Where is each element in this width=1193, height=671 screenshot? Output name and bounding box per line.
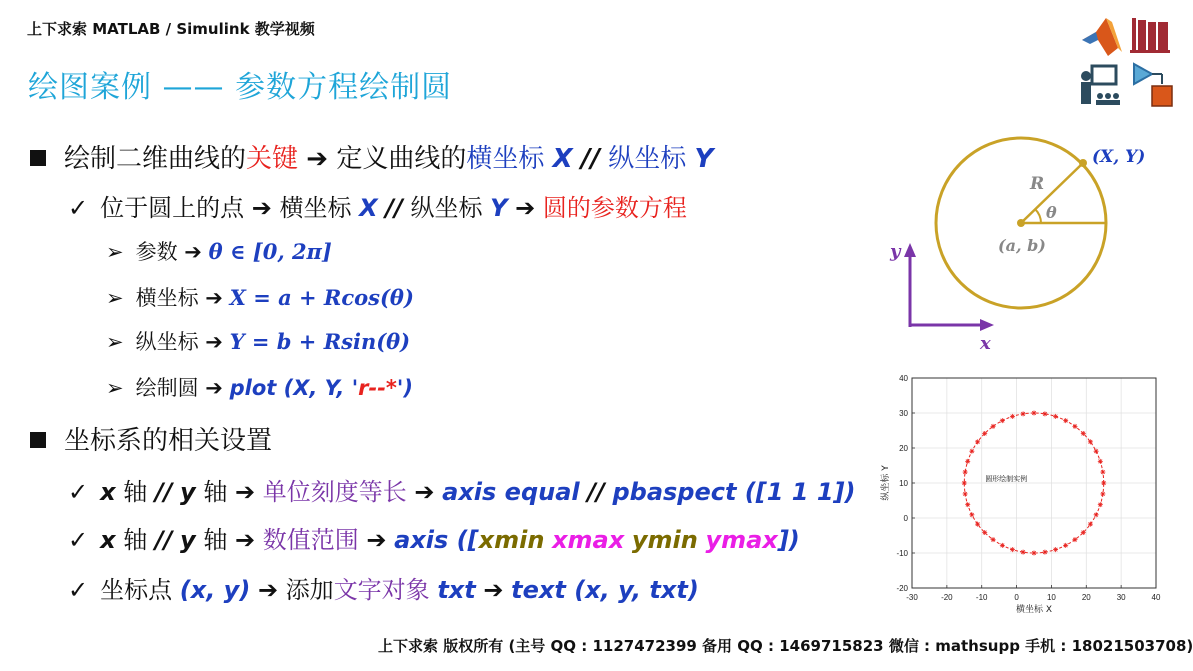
data-point-star (1063, 543, 1068, 548)
data-point-star (1072, 424, 1077, 429)
data-point-star (1021, 550, 1026, 555)
checkmark-icon: ✓ (68, 194, 89, 222)
y-axis-label: 纵坐标 Y (881, 465, 891, 501)
sub-bullet-y (106, 326, 410, 356)
plot-annotation: 圆形绘制实例 (985, 475, 1028, 483)
sub-bullet-param (106, 236, 332, 266)
y-tick-label: 30 (899, 409, 908, 418)
data-point-star (1072, 537, 1077, 542)
y-tick-label: -20 (896, 584, 908, 593)
y-tick-label: 10 (899, 479, 908, 488)
code-linespec: r--* (358, 376, 397, 400)
arrow-icon: ➔ (205, 286, 223, 310)
label: 坐标点 (100, 576, 173, 604)
label: 参数 (135, 240, 178, 264)
library-books-icon (1130, 18, 1170, 53)
y-tick-label: -10 (896, 549, 908, 558)
formula: X = a + Rcos(θ) (229, 285, 414, 310)
arrowhead-bullet-icon: ➢ (106, 240, 124, 264)
icon-group (1078, 12, 1174, 112)
checkmark-icon: ✓ (68, 526, 89, 554)
x-tick-label: 20 (1081, 593, 1091, 602)
code: axis equal (442, 478, 580, 506)
page-title: 绘图案例 —— 参数方程绘制圆 (28, 70, 453, 105)
desc: 数值范围 (262, 526, 359, 554)
data-point-star (1053, 547, 1058, 552)
x-tick-label: -10 (975, 593, 988, 602)
arrow-icon: ➔ (205, 330, 223, 354)
text: 定义曲线的 (336, 144, 467, 174)
data-point-star (1100, 470, 1105, 475)
bullet-axes-settings (30, 420, 272, 457)
arrow-icon: ➔ (234, 526, 256, 554)
data-point-star (969, 449, 974, 454)
matlab-circle-plot (876, 368, 1172, 616)
circle-diagram (880, 135, 1146, 355)
bullet-axis-range (68, 520, 800, 555)
xmin: xmin (478, 526, 545, 554)
bullet-point-on-circle (68, 188, 687, 223)
data-point-star (1053, 414, 1058, 419)
separator: // (154, 478, 173, 506)
matlab-logo-icon (1082, 18, 1122, 56)
text: 坐标系的相关设置 (64, 426, 273, 456)
code-pre: axis ([ (394, 526, 479, 554)
brand-header: 上下求索 MATLAB / Simulink 教学视频 (27, 20, 315, 38)
arrow-icon: ➔ (205, 376, 223, 400)
presentation-teacher-icon (1081, 66, 1120, 105)
checkmark-icon: ✓ (68, 576, 89, 604)
data-point-star (1100, 491, 1105, 496)
point-dot (1079, 159, 1087, 167)
y-tick-label: 0 (903, 514, 908, 523)
label: 横坐标 (135, 286, 199, 310)
ymin: ymin (631, 526, 698, 554)
x-tick-label: 0 (1014, 593, 1019, 602)
data-point-star (1088, 439, 1093, 444)
x-tick-label: 30 (1116, 593, 1126, 602)
formula: Y = b + Rsin(θ) (229, 329, 411, 354)
data-point-star (1042, 550, 1047, 555)
radius-label: R (1030, 174, 1045, 194)
y-tick-label: 40 (899, 374, 908, 383)
footer-copyright: 上下求索 版权所有 (主号 QQ : 1127472399 备用 QQ : 1469715823 微信 : mathsupp 手机 : 18021503708) (378, 637, 1193, 655)
data-point-star (1010, 414, 1015, 419)
arrow-icon: ➔ (306, 144, 329, 174)
data-point-star (1063, 418, 1068, 423)
y-var: Y (694, 144, 714, 174)
data-point-star (991, 424, 996, 429)
y-tick-label: 20 (899, 444, 908, 453)
data-point-star (1094, 512, 1099, 517)
add-text: 添加 (285, 576, 334, 604)
data-point-star (975, 439, 980, 444)
center-label: (a, b) (998, 236, 1046, 255)
y-letter: y (180, 526, 196, 554)
data-point-star (1000, 418, 1005, 423)
data-point-star (1081, 530, 1086, 535)
square-bullet-icon (30, 150, 46, 166)
x-tick-label: -30 (906, 593, 918, 602)
separator: // (385, 194, 403, 222)
data-point-star (1088, 522, 1093, 527)
data-point-star (982, 530, 987, 535)
data-point-star (962, 481, 967, 486)
x-label: 横坐标 (466, 144, 545, 174)
data-point-star (975, 522, 980, 527)
checkmark-icon: ✓ (68, 478, 89, 506)
arrow-icon: ➔ (515, 194, 536, 222)
data-point-star (1098, 459, 1103, 464)
x-tick-label: -20 (941, 593, 953, 602)
bullet-curve-key (30, 138, 713, 175)
code: pbaspect ([1 1 1]) (612, 478, 856, 506)
data-point-star (991, 537, 996, 542)
data-point-star (1000, 543, 1005, 548)
y-label: 纵坐标 (608, 144, 687, 174)
label: 纵坐标 (135, 330, 199, 354)
separator: // (154, 526, 173, 554)
axis-word: 轴 (123, 478, 148, 506)
code-post: ]) (777, 526, 800, 554)
arrow-icon: ➔ (251, 194, 272, 222)
data-point-star (982, 431, 987, 436)
data-point-star (1010, 547, 1015, 552)
arrowhead-bullet-icon: ➢ (106, 330, 124, 354)
data-point-star (963, 470, 968, 475)
x-tick-label: 40 (1151, 593, 1161, 602)
code-post: ') (396, 376, 413, 400)
code: text (x, y, txt) (511, 576, 699, 604)
axis-word: 轴 (123, 526, 148, 554)
sub-bullet-x (106, 282, 414, 312)
data-point-star (969, 512, 974, 517)
result-text: 圆的参数方程 (542, 194, 687, 222)
simulink-block-icon (1134, 64, 1172, 106)
data-point-star (965, 459, 970, 464)
arrow-icon: ➔ (483, 576, 504, 604)
y-arrowhead-icon (904, 243, 916, 257)
data-point-star (1094, 449, 1099, 454)
y-var: Y (490, 194, 508, 222)
data-point-star (1021, 411, 1026, 416)
data-point-star (1032, 551, 1037, 556)
x-letter: x (100, 526, 116, 554)
text: 位于圆上的点 (100, 194, 245, 222)
arrow-icon: ➔ (184, 240, 202, 264)
data-point-star (1098, 502, 1103, 507)
x-letter: x (100, 478, 116, 506)
x-arrowhead-icon (980, 319, 994, 331)
bullet-axis-equal (68, 472, 856, 507)
text: 绘制二维曲线的 (64, 144, 247, 174)
data-point-star (1042, 411, 1047, 416)
separator: // (580, 144, 600, 174)
x-label: 横坐标 (279, 194, 352, 222)
txt: txt (437, 576, 476, 604)
x-tick-label: 10 (1046, 593, 1056, 602)
arrow-icon: ➔ (414, 478, 435, 506)
data-point-star (1032, 411, 1037, 416)
angle-label: θ (1046, 203, 1057, 222)
x-var: X (552, 144, 573, 174)
point: (x, y) (179, 576, 251, 604)
bullet-text-object (68, 570, 699, 605)
arrow-icon: ➔ (234, 478, 256, 506)
ymax: ymax (705, 526, 778, 554)
x-var: X (359, 194, 378, 222)
code-pre: plot (X, Y, ' (229, 376, 359, 400)
data-point-star (963, 491, 968, 496)
formula: θ ∈ [0, 2π] (208, 239, 332, 264)
axis-word: 轴 (203, 526, 228, 554)
y-axis-label: y (890, 241, 901, 262)
arrowhead-bullet-icon: ➢ (106, 286, 124, 310)
arrowhead-bullet-icon: ➢ (106, 376, 124, 400)
sub-bullet-plot (106, 372, 413, 402)
arrow-icon: ➔ (366, 526, 387, 554)
separator: // (587, 478, 605, 506)
desc: 单位刻度等长 (262, 478, 407, 506)
angle-arc (1035, 209, 1041, 223)
square-bullet-icon (30, 432, 46, 448)
x-axis-label: x (980, 333, 991, 354)
data-point-star (965, 502, 970, 507)
point-label: (X, Y) (1092, 147, 1146, 167)
data-point-star (1101, 481, 1106, 486)
text-object: 文字对象 (333, 576, 430, 604)
xmax: xmax (552, 526, 625, 554)
x-axis-label: 横坐标 X (1015, 605, 1053, 615)
data-point-star (1081, 431, 1086, 436)
key-text: 关键 (246, 144, 299, 174)
arrow-icon: ➔ (257, 576, 279, 604)
center-dot (1017, 219, 1025, 227)
y-letter: y (180, 478, 196, 506)
y-label: 纵坐标 (410, 194, 483, 222)
label: 绘制圆 (135, 376, 199, 400)
axis-word: 轴 (203, 478, 228, 506)
